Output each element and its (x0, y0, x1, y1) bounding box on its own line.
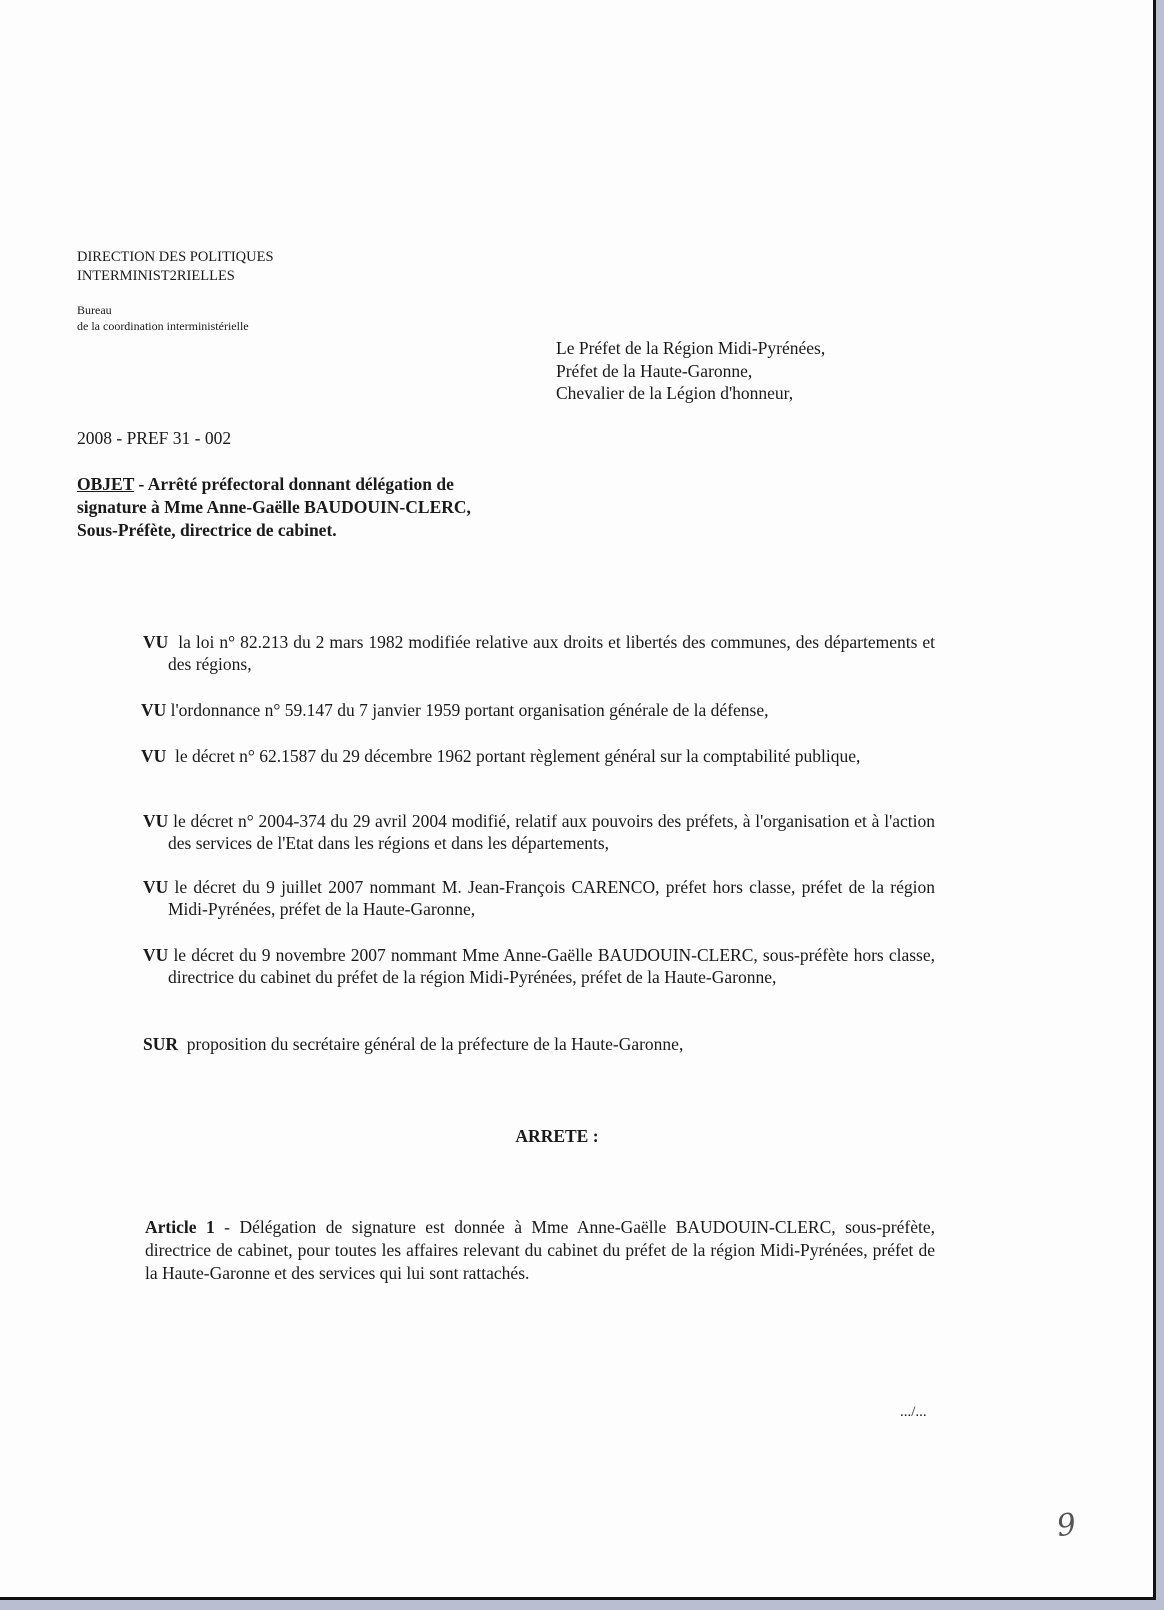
visa-paragraph (143, 632, 935, 675)
visa-text: le décret du 9 juillet 2007 nommant M. Jean-François CARENCO, préfet hors classe, préfet de la région Midi-Pyrénées, préfet de la Haute-Garonne, (168, 877, 936, 919)
reference-number: 2008 - PREF 31 - 002 (77, 428, 232, 448)
bureau-line: de la coordination interministérielle (77, 319, 249, 333)
sur-keyword: SUR (143, 1034, 179, 1054)
visa-paragraph (141, 700, 933, 722)
direction-line: INTERMINIST2RIELLES (77, 268, 235, 284)
arrete-heading: ARRETE : (515, 1126, 599, 1146)
visa-keyword: VU (143, 632, 169, 652)
sur-text: proposition du secrétaire général de la préfecture de la Haute-Garonne, (186, 1034, 684, 1054)
handwritten-page-number: 9 (1054, 1506, 1079, 1545)
objet-label: OBJET (77, 474, 135, 494)
direction-header (77, 248, 274, 286)
visa-paragraph (143, 945, 935, 988)
visa-text: le décret n° 2004-374 du 29 avril 2004 modifié, relatif aux pouvoirs des préfets, à l'organisation et à l'action des services de l'Etat dans les régions et dans les départements, (168, 811, 936, 853)
prefet-line: Préfet de la Haute-Garonne, (556, 360, 753, 381)
visa-text: le décret n° 62.1587 du 29 décembre 1962 portant règlement général sur la comptabilité publique, (175, 746, 861, 766)
visa-keyword: VU (143, 811, 169, 831)
bureau-header (77, 302, 249, 334)
visa-text: l'ordonnance n° 59.147 du 7 janvier 1959 portant organisation générale de la défense, (170, 700, 769, 720)
article-1 (145, 1216, 935, 1285)
prefet-line: Chevalier de la Légion d'honneur, (556, 383, 794, 403)
direction-line: DIRECTION DES POLITIQUES (77, 249, 274, 265)
visa-keyword: VU (143, 877, 169, 897)
visa-paragraph (143, 877, 935, 920)
visa-text: la loi n° 82.213 du 2 mars 1982 modifiée relative aux droits et libertés des communes, des départements et des régions, (168, 632, 936, 674)
visa-keyword: VU (141, 700, 167, 720)
prefet-title-block (556, 337, 825, 405)
visa-keyword: VU (141, 746, 167, 766)
sur-paragraph (143, 1034, 935, 1056)
visa-text: le décret du 9 novembre 2007 nommant Mme Anne-Gaëlle BAUDOUIN-CLERC, sous-préfète hors classe, directrice du cabinet du préfet de la région Midi-Pyrénées, préfet de la Haute-Garonne, (168, 945, 936, 987)
bureau-line: Bureau (77, 303, 112, 317)
visa-paragraph (143, 811, 935, 854)
prefet-line: Le Préfet de la Région Midi-Pyrénées, (556, 338, 826, 358)
objet-block (77, 473, 487, 542)
continuation-mark: .../... (900, 1404, 927, 1420)
objet-text: - Arrêté préfectoral donnant délégation de signature à Mme Anne-Gaëlle BAUDOUIN-CLERC, Sous-Préfète, directrice de cabinet. (77, 474, 471, 540)
article-label: Article 1 (145, 1217, 215, 1237)
article-text: - Délégation de signature est donnée à Mme Anne-Gaëlle BAUDOUIN-CLERC, sous-préfète, directrice de cabinet, pour toutes les affaires relevant du cabinet du préfet de la région Midi-Pyrénées, préfet de la Haute-Garonne et des services qui lui sont rattachés. (145, 1217, 936, 1283)
visa-keyword: VU (143, 945, 169, 965)
visa-paragraph (141, 746, 933, 768)
